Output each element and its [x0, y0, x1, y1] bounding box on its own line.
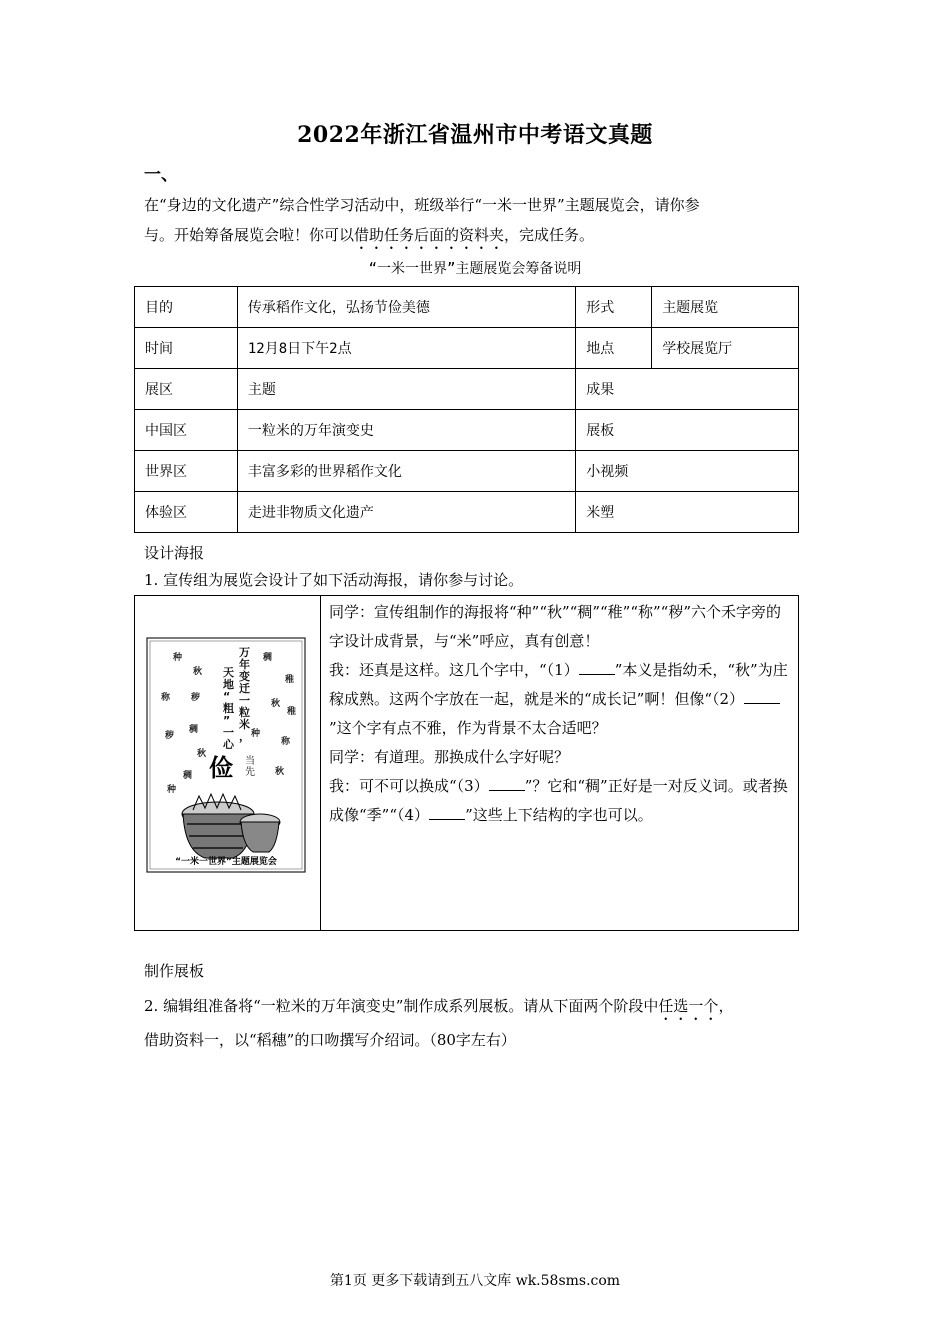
table-cell: 展板 [576, 410, 799, 451]
dialog-text-part: ”这些上下结构的字也可以。 [465, 806, 653, 824]
intro-text-end: ，完成任务。 [504, 226, 595, 244]
intro-text: 与。开始筹备展览会啦！你可以 [144, 226, 355, 244]
table-cell: 走进非物质文化遗产 [237, 492, 575, 533]
poster-scatter-char: 种 [173, 653, 183, 663]
poster-scatter-char: 秋 [275, 767, 285, 777]
poster-big-char: 俭 [209, 754, 233, 782]
page-footer: 第1页 更多下载请到五八文库 wk.58sms.com [329, 1273, 621, 1289]
poster-scatter-char: 稠 [183, 771, 193, 781]
q2-text: 2. 编辑组准备将“一粒米的万年演变史”制作成系列展板。请从下面两个阶段中 [144, 997, 659, 1015]
plan-table [134, 286, 799, 533]
q2-emphasis: 任选一个 [658, 997, 719, 1015]
table-row [135, 492, 799, 533]
poster-scatter-char: 称 [281, 737, 291, 747]
table-cell: 目的 [135, 287, 238, 328]
poster-section-heading: 设计海报 [144, 544, 205, 562]
poster-slogan-right: 万年变迁一粒米， [239, 646, 250, 743]
dialog-text-part: ”？它和“稠”正好是一对反义词。或者换成像“季”“（4） [329, 777, 788, 824]
dialog-paragraph [329, 772, 791, 830]
table-cell: 世界区 [135, 451, 238, 492]
table-cell: 主题展览 [652, 287, 799, 328]
poster-scatter-char: 秋 [193, 667, 203, 677]
dialog-text-part: ”这个字有点不雅，作为背景不太合适吧？ [329, 719, 607, 737]
table-cell: 小视频 [576, 451, 799, 492]
poster-scatter-char: 秽 [165, 731, 175, 741]
poster-scatter-char: 种 [251, 729, 261, 739]
table-row [135, 369, 799, 410]
answer-blank-1[interactable] [579, 660, 615, 675]
table-caption: “一米一世界”主题展览会筹备说明 [368, 261, 582, 277]
table-cell: 主题 [237, 369, 575, 410]
table-cell: 中国区 [135, 410, 238, 451]
poster-scatter-char: 秽 [191, 693, 201, 703]
table-cell: 体验区 [135, 492, 238, 533]
question-2-line-2: 借助资料一，以“稻穗”的口吻撰写介绍词。（80字左右） [144, 1031, 516, 1049]
dialog-paragraph [329, 656, 791, 743]
table-cell: 地点 [576, 328, 652, 369]
section-number: 一、 [144, 165, 178, 185]
dialog-text-part: ”本义是指幼禾，“秋”为庄稼成熟。这两个字放在一起，就是米的“成长记”啊！但像“（2） [329, 661, 788, 708]
table-cell: 展区 [135, 369, 238, 410]
table-row [135, 451, 799, 492]
intro-paragraph [144, 190, 804, 253]
poster-scatter-char: 稚 [285, 675, 295, 685]
table-cell: 12月8日下午2点 [237, 328, 575, 369]
dialog-paragraph: 同学：宣传组制作的海报将“种”“秋”“稠”“稚”“称”“秽”六个禾字旁的字设计成背景，与“米”呼应，真有创意！ [329, 603, 782, 650]
intro-line-2 [144, 220, 804, 253]
poster-scatter-char: 秋 [197, 749, 207, 759]
poster-slogan-left: 天地“粗”一心 [223, 666, 234, 751]
board-section-heading: 制作展板 [144, 962, 205, 980]
table-cell: 米塑 [576, 492, 799, 533]
q2-text-end: ， [718, 997, 734, 1015]
dialog-text [329, 598, 791, 830]
table-cell: 传承稻作文化，弘扬节俭美德 [237, 287, 575, 328]
answer-blank-3[interactable] [489, 776, 525, 791]
question-2 [144, 990, 814, 1056]
question-2-line-1 [144, 990, 814, 1024]
table-row [135, 287, 799, 328]
poster-discussion-box [134, 595, 799, 931]
poster-scatter-char: 称 [161, 693, 171, 703]
table-cell: 学校展览厅 [652, 328, 799, 369]
question-1: 1. 宣传组为展览会设计了如下活动海报，请你参与讨论。 [144, 571, 524, 589]
poster-image-cell [135, 596, 321, 930]
table-cell: 成果 [576, 369, 799, 410]
dialog-paragraph: 同学：有道理。那换成什么字好呢？ [329, 748, 570, 766]
intro-emphasis: 借助任务后面的资料夹 [354, 226, 505, 244]
dialog-text-part: 我：可不可以换成“（3） [329, 777, 489, 795]
table-row [135, 410, 799, 451]
poster-scatter-char: 稠 [189, 725, 199, 735]
table-cell: 形式 [576, 287, 652, 328]
table-row [135, 328, 799, 369]
rice-basket-icon [182, 794, 280, 858]
table-cell: 时间 [135, 328, 238, 369]
poster-scatter-char: 稠 [263, 653, 273, 663]
page-title: 2022年浙江省温州市中考语文真题 [297, 122, 653, 148]
poster-footer: “一米一世界”主题展览会 [175, 857, 277, 867]
poster-scatter-char: 秋 [271, 699, 281, 709]
poster-illustration [135, 596, 320, 930]
table-cell: 一粒米的万年演变史 [237, 410, 575, 451]
answer-blank-2[interactable] [744, 689, 780, 704]
table-cell: 丰富多彩的世界稻作文化 [237, 451, 575, 492]
answer-blank-4[interactable] [429, 805, 465, 820]
dialog-text-part: 我：还真是这样。这几个字中，“（1） [329, 661, 579, 679]
intro-line-1: 在“身边的文化遗产”综合性学习活动中，班级举行“一米一世界”主题展览会，请你参 [144, 196, 700, 214]
poster-scatter-char: 种 [167, 785, 177, 795]
poster-small-text: 当先 [245, 756, 255, 778]
poster-scatter-char: 稚 [287, 707, 297, 717]
